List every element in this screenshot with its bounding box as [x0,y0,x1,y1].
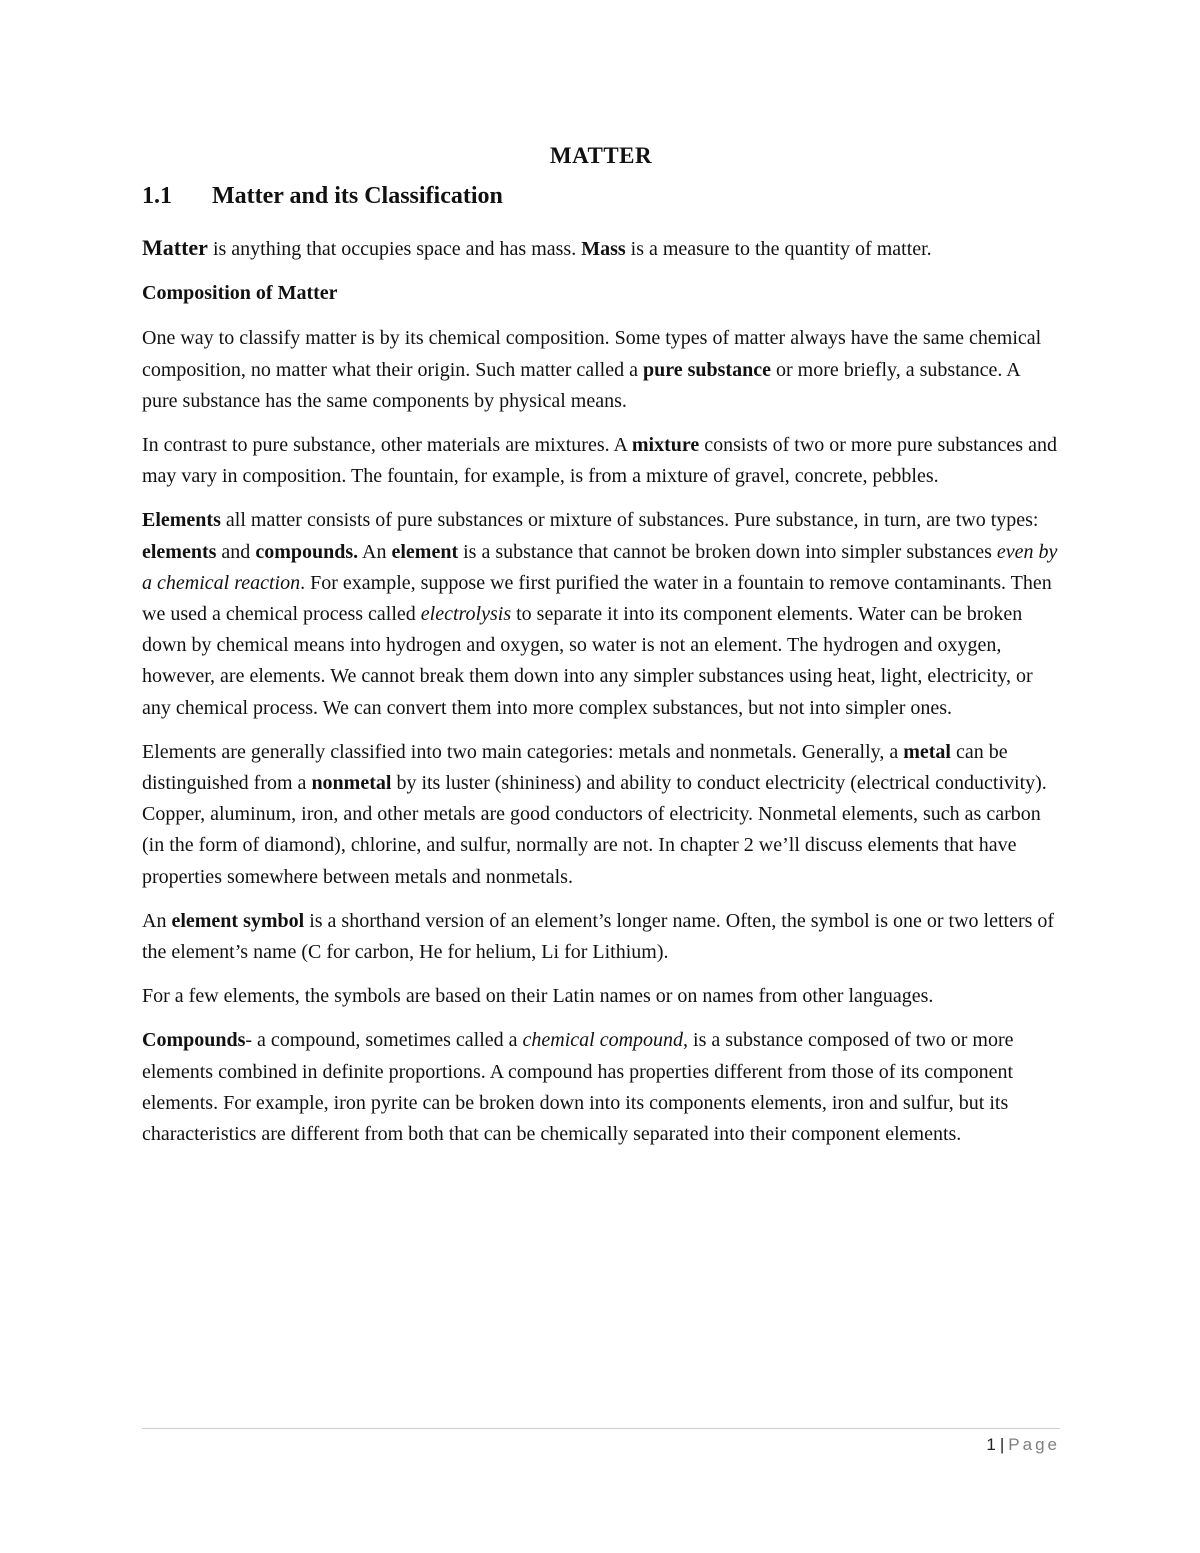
text-run: In contrast to pure substance, other materials are mixtures. A [142,434,632,457]
paragraph-pure-substance [142,323,1060,417]
text-run: all matter consists of pure substances or mixture of substances. Pure substance, in turn, are two types: [220,509,1039,532]
term-mass: Mass [581,238,626,260]
subheading-composition: Composition of Matter [142,282,338,305]
term-elements: Elements [142,509,221,532]
text-run: and [216,540,256,563]
term-metal: metal [903,740,951,763]
paragraph-elements [142,505,1060,723]
term-matter: Matter [142,235,208,260]
emphasis-electrolysis: electrolysis [420,603,512,626]
paragraph-element-symbol [142,906,1060,968]
page-label: Page [1008,1435,1060,1454]
text-run: can be distinguished from a [142,740,1008,795]
text-run: consists of two or more pure substances and may vary in composition. The fountain, for example, is from a mixture of gravel, concrete, pebbles. [142,434,1057,488]
emphasis-chemical-reaction: even by a chemical reaction [142,540,1058,594]
text-run: - a compound, sometimes called a [245,1029,523,1052]
paragraph-latin-names: For a few elements, the symbols are based on their Latin names or on names from other languages. [142,985,934,1008]
document-body [142,143,1060,1163]
term-pure-substance: pure substance [642,358,771,381]
emphasis-chemical-compound: chemical compound [522,1029,684,1052]
paragraph-compounds [142,1025,1060,1150]
term-element: element [391,540,459,563]
paragraph-metals-nonmetals [142,737,1060,893]
term-compounds-heading: Compounds [142,1029,246,1052]
text-run: , is a substance composed of two or more elements combined in definite proportions. A compound has properties different from those of its component elements. For example, iron pyrite can be broken down into its components elements, iron and sulfur, but its characteristics are different from both that can be chemically separated into their component elements. [142,1029,1014,1146]
section-heading [142,183,1060,210]
page-footer [142,1428,1060,1455]
text-run: or more briefly, a substance. A pure substance has the same components by physical means. [142,358,1020,412]
term-element-symbol: element symbol [171,909,305,932]
text-run: An [142,909,172,932]
text-run: . For example, suppose we first purified the water in a fountain to remove contaminants. Then we used a chemical process called [142,571,1052,626]
term-nonmetal: nonmetal [311,772,392,795]
text-run: One way to classify matter is by its chemical composition. Some types of matter always have the same chemical composition, no matter what their origin. Such matter called a [142,327,1042,381]
section-number: 1.1 [142,183,172,209]
term-mixture: mixture [631,434,700,457]
section-title: Matter and its Classification [212,183,503,209]
text-run: is a substance that cannot be broken down into simpler substances [458,540,997,563]
term-compounds: compounds. [255,540,359,563]
text-run: Elements are generally classified into two main categories: metals and nonmetals. Generally, a [142,740,904,763]
footer-separator: | [999,1435,1005,1454]
term-elements-2: elements [142,540,217,563]
text-run: by its luster (shininess) and ability to conduct electricity (electrical conductivity). Copper, aluminum, iron, and other metals are good conductors of electricity. Nonmetal elements, such as carbon (in the form of diamond), chlorine, and sulfur, normally are not. In chapter 2 we’ll discuss elements that have properties somewhere between metals and nonmetals. [142,772,1047,888]
page-number: 1 [986,1435,996,1454]
text-run: An [358,540,392,563]
text-run: to separate it into its component elements. Water can be broken down by chemical means into hydrogen and oxygen, so water is not an element. The hydrogen and oxygen, however, are elements. We cannot break them down into any simpler substances using heat, light, electricity, or any chemical process. We can convert them into more complex substances, but not into simpler ones. [142,603,1033,719]
paragraph-matter-definition [142,232,1060,265]
paragraph-mixture [142,430,1060,492]
page-title: MATTER [549,143,653,168]
text-run: is a shorthand version of an element’s longer name. Often, the symbol is one or two letters of the element’s name (C for carbon, He for helium, Li for Lithium). [142,909,1055,964]
text-run: is a measure to the quantity of matter. [625,238,932,260]
text-run: is anything that occupies space and has mass. [207,238,582,260]
